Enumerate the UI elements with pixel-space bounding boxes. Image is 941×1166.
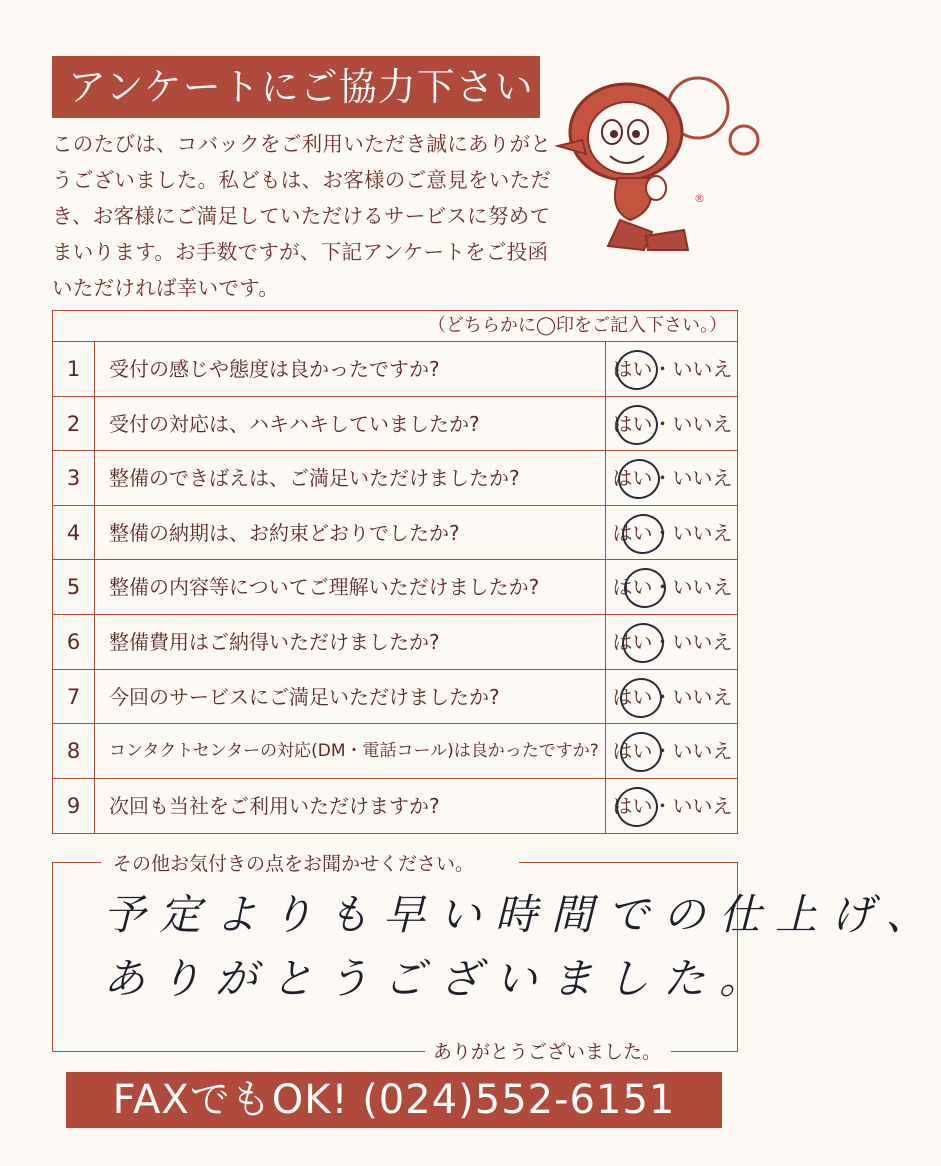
- circle-mark-icon: [617, 729, 664, 774]
- question-text: 次回も当社をご利用いただけますか?: [109, 793, 440, 818]
- question-text: 整備費用はご納得いただけましたか?: [109, 629, 440, 654]
- answer-options[interactable]: [605, 724, 739, 778]
- page-title: アンケートにご協力下さい: [52, 56, 540, 118]
- answer-label: はい・いいえ: [612, 357, 733, 381]
- answer-options[interactable]: [605, 779, 739, 834]
- question-text: 整備の内容等についてご理解いただけましたか?: [109, 575, 540, 600]
- answer-label: はい・いいえ: [612, 411, 733, 436]
- question-text: 整備の納期は、お約束どおりでしたか?: [109, 520, 460, 545]
- answer-label: はい・いいえ: [612, 629, 733, 654]
- mascot-illustration: [548, 60, 758, 260]
- question-text: コンタクトセンターの対応(DM・電話コール)は良かったですか?: [109, 741, 599, 762]
- answer-label: はい・いいえ: [612, 466, 733, 491]
- question-number: 6: [53, 615, 95, 669]
- answer-options[interactable]: [605, 397, 739, 451]
- circle-mark-icon: [613, 784, 660, 829]
- question-text: 受付の対応は、ハキハキしていましたか?: [109, 411, 480, 436]
- question-row-3: [53, 451, 737, 506]
- handwritten-comment-line: ありがとうございました。: [103, 954, 776, 1003]
- question-row-8: [53, 724, 737, 779]
- question-number: 1: [53, 342, 95, 396]
- question-number: 5: [53, 560, 95, 614]
- intro-text: このたびは、コバックをご利用いただき誠にありがとうございました。私どもは、お客様のご意見をいただき、お客様にご満足していただけるサービスに努めてまいります。お手数ですが、下記アンケートをご投函いただければ幸いです。: [52, 132, 552, 300]
- question-row-7: [53, 670, 737, 725]
- question-text: 受付の感じや態度は良かったですか?: [109, 357, 440, 381]
- question-row-2: [53, 397, 737, 452]
- registered-mark: ®: [694, 192, 705, 205]
- circle-mark-icon: [617, 675, 664, 720]
- answer-label: はい・いいえ: [612, 739, 733, 764]
- fax-banner: FAXでもOK! (024)552-6151: [66, 1072, 722, 1128]
- question-number: 4: [53, 506, 95, 560]
- answer-label: はい・いいえ: [612, 793, 733, 818]
- question-number: 7: [53, 670, 95, 724]
- circle-mark-icon: [615, 456, 662, 501]
- question-row-4: [53, 506, 737, 561]
- answer-options[interactable]: [605, 451, 739, 505]
- question-number: 9: [53, 779, 95, 834]
- question-text: 整備のできばえは、ご満足いただけましたか?: [109, 466, 520, 491]
- answer-options[interactable]: [605, 670, 739, 724]
- divider: [53, 862, 101, 863]
- answer-options[interactable]: [605, 615, 739, 669]
- question-row-5: [53, 560, 737, 615]
- answer-label: はい・いいえ: [612, 684, 733, 709]
- answer-options[interactable]: [605, 342, 739, 396]
- question-number: 8: [53, 724, 95, 778]
- circle-mark-icon: [613, 347, 660, 392]
- divider: [519, 862, 737, 863]
- answer-options[interactable]: [605, 560, 739, 614]
- divider: [53, 1051, 425, 1052]
- question-row-9: [53, 779, 737, 834]
- survey-table: [52, 310, 738, 834]
- question-row-1: [53, 342, 737, 397]
- question-number: 3: [53, 451, 95, 505]
- circle-mark-icon: [619, 620, 666, 665]
- comments-title: その他お気付きの点をお聞かせください。: [113, 853, 475, 875]
- answer-options[interactable]: [605, 506, 739, 560]
- question-row-6: [53, 615, 737, 670]
- answer-label: はい・いいえ: [612, 575, 733, 600]
- circle-mark-icon: [613, 402, 660, 447]
- comments-box[interactable]: [52, 853, 941, 1063]
- circle-mark-icon: [621, 566, 668, 611]
- question-text: 今回のサービスにご満足いただけましたか?: [109, 684, 500, 709]
- circle-mark-icon: [619, 511, 666, 556]
- question-number: 2: [53, 397, 95, 451]
- answer-label: はい・いいえ: [612, 520, 733, 545]
- thanks-text: ありがとうございました。: [433, 1041, 662, 1063]
- handwritten-comment-line: 予定よりも早い時間での仕上げ、: [103, 890, 941, 939]
- survey-instruction: （どちらかに◯印をご記入下さい。）: [53, 311, 737, 342]
- divider: [671, 1051, 737, 1052]
